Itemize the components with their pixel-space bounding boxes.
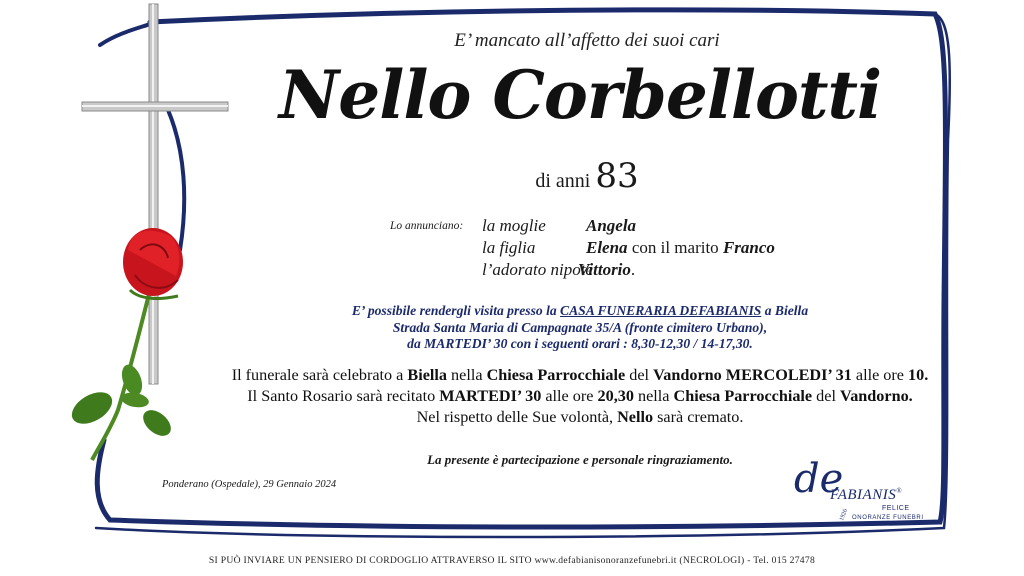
- announcement-label: Lo annunciano:: [390, 220, 464, 232]
- relative-rest: .: [630, 260, 636, 279]
- logo-year: 1926: [839, 508, 849, 522]
- visit-text: a Biella: [761, 303, 809, 318]
- relative-name: Vittorio: [578, 260, 631, 279]
- announcement-row: [390, 238, 890, 260]
- age-line: [0, 156, 1024, 196]
- place-date: Ponderano (Ospedale), 29 Gennaio 2024: [162, 479, 337, 490]
- funeral-home-link: CASA FUNERARIA DEFABIANIS: [560, 303, 762, 318]
- logo-subtitle: ONORANZE FUNEBRI: [852, 515, 924, 521]
- logo-script: de: [794, 456, 844, 502]
- relation: l’adorato nipote: [482, 260, 593, 279]
- footer-note: SI PUÒ INVIARE UN PENSIERO DI CORDOGLIO ATTRAVERSO IL SITO www.defabianisonoranzefunebri.it (NECROLOGI) - Tel. 015 27478: [208, 555, 816, 566]
- logo-brand: FABIANIS®: [830, 487, 903, 503]
- age-prefix: di anni: [535, 170, 591, 192]
- relative-rest: con il marito: [627, 238, 723, 257]
- thanks-line: La presente è partecipazione e personale ringraziamento.: [427, 452, 733, 467]
- cremation-line: Nel rispetto delle Sue volontà, Nello sarà cremato.: [416, 408, 744, 426]
- age-value: 83: [595, 156, 639, 196]
- announcement-row: [390, 260, 890, 282]
- relation: la moglie: [482, 216, 546, 235]
- visit-hours: da MARTEDI’ 30 con i seguenti orari : 8,30-12,30 / 14-17,30.: [407, 336, 753, 351]
- rosary-line: Il Santo Rosario sarà recitato MARTEDI’ 30 alle ore 20,30 nella Chiesa Parrocchiale del Vandorno.: [247, 387, 913, 405]
- logo-felice: FELICE: [882, 505, 910, 512]
- relative-name-2: Franco: [722, 238, 775, 257]
- relation: la figlia: [482, 238, 536, 257]
- visit-address: Strada Santa Maria di Campagnate 35/A (fronte cimitero Urbano),: [392, 319, 768, 335]
- funeral-info: [150, 365, 1010, 428]
- visit-text: E’ possibile rendergli visita presso la: [351, 303, 561, 318]
- relative-name: Angela: [586, 216, 637, 235]
- defabianis-logo: [790, 454, 940, 534]
- funeral-line: Il funerale sarà celebrato a Biella nella Chiesa Parrocchiale del Vandorno MERCOLEDI’ 31 alle ore 10.: [231, 366, 929, 384]
- announcement-row: [390, 216, 890, 238]
- visit-info: [150, 303, 1010, 353]
- relative-name: Elena: [586, 238, 628, 257]
- intro-line: E’ mancato all’affetto dei suoi cari: [454, 30, 720, 51]
- deceased-name: Nello Corbellotti: [278, 56, 882, 134]
